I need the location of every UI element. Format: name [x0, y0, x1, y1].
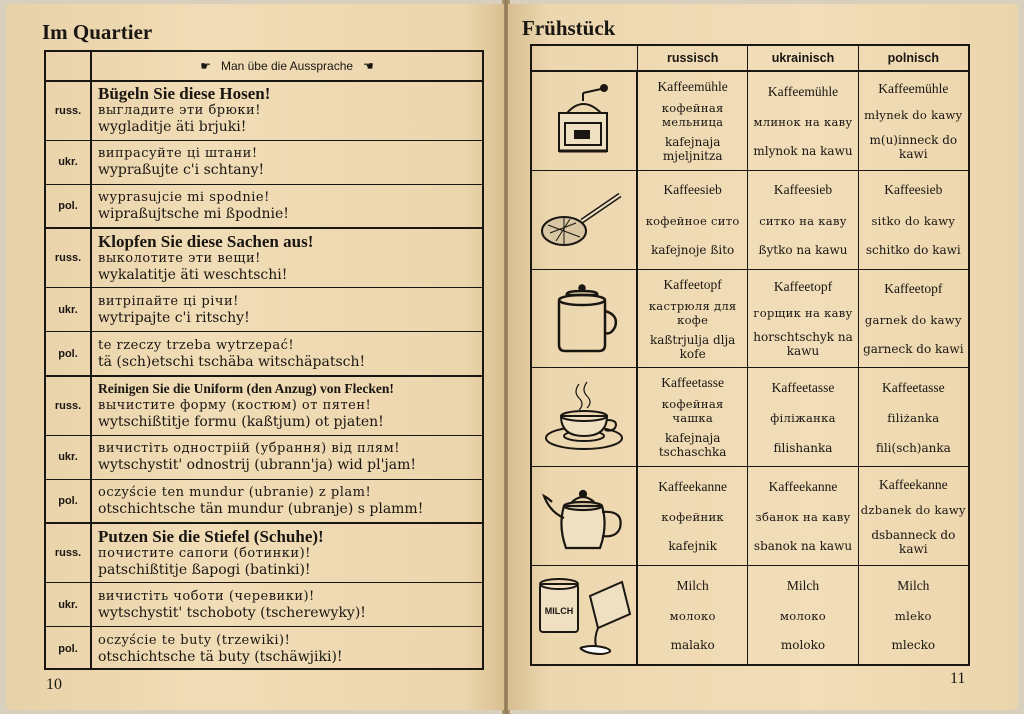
language-code: pol.	[46, 332, 92, 375]
pronunciation-note: Man übe die Aussprache	[220, 59, 354, 73]
vocabulary-rows	[532, 72, 968, 664]
pronunciation-text: wypraßujte c'i schtany!	[98, 162, 265, 179]
vocabulary-cell	[748, 72, 858, 170]
phrase-row	[46, 82, 482, 141]
german-word: Kaffeemühle	[767, 83, 839, 99]
phrase-row	[46, 185, 482, 230]
translation-word: горщик на каву	[753, 305, 853, 320]
column-header-ukrainian: ukrainisch	[748, 46, 858, 70]
german-word: Milch	[786, 577, 820, 593]
coffee-cup-icon	[532, 368, 638, 466]
column-header-polish: polnisch	[887, 51, 940, 65]
language-code: ukr.	[46, 288, 92, 331]
pronunciation-word: filishanka	[773, 440, 833, 455]
german-word: Kaffeekanne	[658, 478, 728, 494]
coffee-pot-icon	[532, 270, 638, 368]
pronunciation-word: mlecko	[891, 638, 936, 653]
translation-word: млинок на каву	[753, 114, 853, 129]
german-word: Milch	[897, 577, 930, 593]
translation-text: вычистите форму (костюм) от пятен!	[98, 398, 372, 414]
pronunciation-text: wytschystit' odnostrij (ubrann'ja) wid pl'jam!	[98, 457, 417, 474]
german-word: Kaffeetopf	[773, 278, 833, 294]
vocabulary-cell	[638, 566, 748, 664]
vocabulary-cell	[748, 368, 858, 466]
phrase-table-header	[46, 52, 482, 82]
pronunciation-text: wykalatitje äti weschtschi!	[98, 266, 288, 283]
language-code: russ.	[46, 524, 92, 582]
vocabulary-row	[532, 171, 968, 270]
phrase-table	[44, 50, 484, 670]
page-title: Im Quartier	[42, 20, 153, 44]
pronunciation-text: wytschißtitje formu (kaßtjum) ot pjaten!	[98, 414, 384, 431]
translation-text: wyprasujcie mi spodnie!	[98, 190, 270, 206]
language-code: pol.	[46, 480, 92, 523]
pronunciation-word: m(u)inneck do kawi	[869, 132, 958, 161]
phrase-row	[46, 377, 482, 436]
german-word: Kaffeetopf	[884, 281, 943, 297]
pronunciation-text: otschichtsche tä buty (tschäwjiki)!	[98, 648, 343, 665]
translation-word: ситко на каву	[759, 213, 847, 228]
vocabulary-cell	[638, 171, 748, 269]
german-word: Kaffeetasse	[881, 380, 945, 396]
vocabulary-cell	[638, 270, 748, 368]
pronunciation-word: garneck do kawi	[863, 341, 964, 356]
language-code: ukr.	[46, 141, 92, 184]
phrase-rows	[46, 82, 482, 670]
pronunciation-word: kafejnaja mjeljnitza	[662, 134, 723, 163]
right-page	[508, 4, 1018, 710]
german-phrase: Klopfen Sie diese Sachen aus!	[98, 231, 314, 251]
translation-word: garnek do kawy	[864, 312, 962, 327]
translation-text: витріпайте ці річи!	[98, 293, 239, 309]
pronunciation-word: kaßtrjulja dlja kofe	[649, 332, 736, 361]
translation-text: oczyście te buty (trzewiki)!	[98, 632, 291, 648]
pronunciation-text: tä (sch)etschi tschäba witschäpatsch!	[98, 353, 366, 370]
translation-text: te rzeczy trzeba wytrzepać!	[98, 337, 295, 353]
pronunciation-word: ßytko na kawu	[758, 242, 848, 257]
translation-text: вичистіть чоботи (черевики)!	[98, 588, 315, 604]
vocabulary-cell	[748, 270, 858, 368]
vocabulary-cell	[638, 368, 748, 466]
vocabulary-row	[532, 566, 968, 664]
pronunciation-word: malako	[670, 638, 715, 653]
translation-text: вичистіть одностріій (убрання) від плям!	[98, 441, 400, 457]
milk-label: MILCH	[544, 606, 574, 617]
vocabulary-cell	[638, 72, 748, 170]
phrase-row	[46, 332, 482, 377]
language-code: russ.	[46, 377, 92, 435]
pronunciation-text: wytripajte c'i ritschy!	[98, 309, 250, 326]
language-code: pol.	[46, 627, 92, 670]
pronunciation-text: wytschystit' tschoboty (tscherewyky)!	[98, 604, 366, 621]
translation-word: молоко	[669, 609, 716, 624]
translation-text: oczyście ten mundur (ubranie) z plam!	[98, 485, 372, 501]
translation-word: кофейная чашка	[661, 397, 724, 426]
translation-word: filiżanka	[887, 411, 940, 426]
language-code: ukr.	[46, 436, 92, 479]
phrase-row	[46, 583, 482, 627]
phrase-row	[46, 627, 482, 670]
pronunciation-word: moloko	[780, 638, 826, 653]
pronunciation-word: mlynok na kawu	[753, 144, 853, 159]
pointing-hand-right-icon: ☛	[200, 59, 211, 73]
phrase-row	[46, 229, 482, 288]
phrase-row	[46, 141, 482, 185]
vocabulary-table	[530, 44, 970, 666]
language-code: russ.	[46, 82, 92, 140]
german-word: Kaffeesieb	[884, 182, 943, 198]
milk-can-icon	[532, 566, 638, 664]
vocabulary-cell	[859, 72, 968, 170]
strainer-icon	[532, 171, 638, 269]
column-header-russian: russisch	[638, 46, 748, 70]
pronunciation-text: patschißtitje ßapogi (batinki)!	[98, 561, 311, 578]
coffee-jug-icon	[532, 467, 638, 565]
vocabulary-row	[532, 467, 968, 566]
german-phrase: Bügeln Sie diese Hosen!	[98, 84, 271, 104]
german-phrase: Reinigen Sie die Uniform (den Anzug) von Flecken!	[98, 381, 394, 397]
language-code: russ.	[46, 229, 92, 287]
vocabulary-cell	[859, 467, 968, 565]
coffee-grinder-icon	[532, 72, 638, 170]
german-word: Kaffeemühle	[878, 81, 949, 97]
translation-word: збанок на каву	[755, 510, 851, 525]
pronunciation-word: kafejnik	[668, 539, 717, 554]
vocabulary-cell	[748, 566, 858, 664]
left-page	[6, 4, 504, 710]
german-word: Kaffeetasse	[771, 380, 835, 396]
translation-word: філіжанка	[770, 411, 836, 426]
phrase-row	[46, 436, 482, 480]
page-number: 10	[46, 676, 62, 693]
page-number: 11	[950, 670, 966, 687]
vocabulary-cell	[859, 368, 968, 466]
pronunciation-word: horschtschyk na kawu	[753, 330, 853, 359]
vocabulary-cell	[859, 171, 968, 269]
vocabulary-cell	[859, 270, 968, 368]
translation-word: кофейник	[661, 510, 724, 525]
phrase-row	[46, 288, 482, 332]
translation-text: выколотите эти вещи!	[98, 250, 261, 266]
language-code: pol.	[46, 185, 92, 228]
pronunciation-word: schitko do kawi	[865, 242, 961, 257]
pronunciation-text: wipraßujtsche mi ßpodnie!	[98, 206, 289, 223]
translation-word: молоко	[779, 609, 826, 624]
german-word: Kaffeetasse	[661, 375, 725, 391]
translation-word: mleko	[894, 609, 932, 624]
vocabulary-row	[532, 270, 968, 369]
vocabulary-table-header	[532, 46, 968, 72]
translation-word: młynek do kawy	[864, 107, 963, 122]
pronunciation-word: sbanok na kawu	[753, 539, 853, 554]
vocabulary-cell	[748, 171, 858, 269]
translation-text: почистите сапоги (ботинки)!	[98, 545, 311, 561]
pronunciation-text: wygladitje äti brjuki!	[98, 119, 247, 136]
pronunciation-word: fili(sch)anka	[875, 440, 951, 455]
vocabulary-cell	[859, 566, 968, 664]
translation-word: кастрюля для кофе	[648, 298, 737, 327]
pronunciation-word: dsbanneck do kawi	[871, 527, 956, 556]
phrase-row	[46, 524, 482, 583]
vocabulary-cell	[748, 467, 858, 565]
translation-word: кофейное сито	[645, 213, 740, 228]
translation-word: sitko do kawy	[871, 213, 956, 228]
german-word: Kaffeekanne	[878, 476, 948, 492]
translation-text: випрасуйте ці штани!	[98, 146, 258, 162]
translation-text: выгладите эти брюки!	[98, 103, 261, 119]
german-word: Milch	[676, 577, 709, 593]
german-word: Kaffeemühle	[657, 78, 728, 94]
pointing-hand-left-icon: ☚	[363, 59, 374, 73]
phrase-row	[46, 480, 482, 525]
translation-word: dzbanek do kawy	[860, 503, 966, 518]
pronunciation-word: kafejnaja tschaschka	[658, 431, 727, 460]
page-title: Frühstück	[522, 16, 616, 40]
german-word: Kaffeesieb	[773, 182, 833, 198]
translation-word: кофейная мельница	[661, 100, 724, 129]
pronunciation-text: otschichtsche tän mundur (ubranje) s plamm!	[98, 501, 424, 518]
language-code: ukr.	[46, 583, 92, 626]
german-phrase: Putzen Sie die Stiefel (Schuhe)!	[98, 526, 324, 546]
german-word: Kaffeetopf	[663, 276, 722, 292]
vocabulary-row	[532, 368, 968, 467]
pronunciation-word: kafejnoje ßito	[651, 242, 735, 257]
vocabulary-cell	[638, 467, 748, 565]
vocabulary-row	[532, 72, 968, 171]
german-word: Kaffeesieb	[663, 182, 722, 198]
german-word: Kaffeekanne	[768, 478, 838, 494]
